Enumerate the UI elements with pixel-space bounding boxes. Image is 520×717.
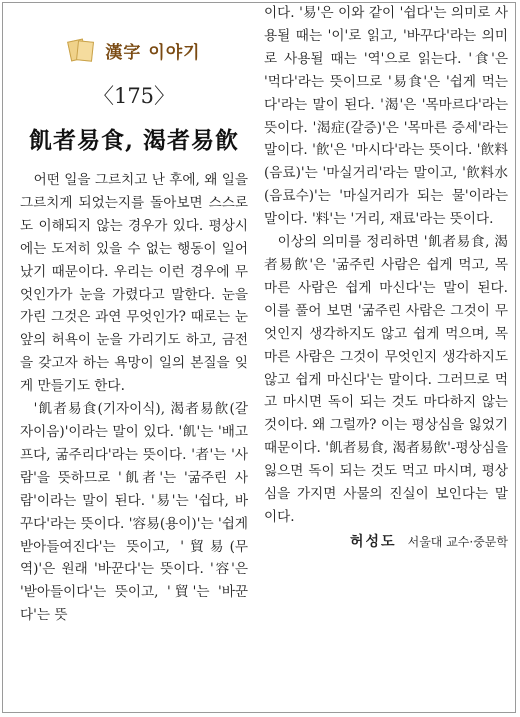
- paragraph: 이상의 의미를 정리하면 '飢者易食, 渴者易飮'은 '굶주린 사람은 쉽게 먹고, 목마른 사람은 쉽게 마신다'는 말이 된다. 이를 풀어 보면 '굶주린 사람은 그것이 무엇인지 생각하지도 않고 쉽게 먹으며, 목마른 사람은 그것이 무엇인지 생각하지도 않고 쉽게 마신다'는 말이다. 그러므로 먹고 마시면 독이 되는 것도 마다하지 않는 것이다. 왜 그럴까? 이는 평상심을 잃었기 때문이다. '飢者易食, 渴者易飮'-평상심을 잃으면 독이 되는 것도 먹고 마시며, 평상심을 가지면 사물의 진실이 보인다는 말이다.: [264, 234, 508, 525]
- paragraph: 이다. '易'은 이와 같이 '쉽다'는 의미로 사용될 때는 '이'로 읽고, '바꾸다'라는 의미로 사용될 때는 '역'으로 읽는다. '食'은 '먹다'라는 뜻이므로 '易食'은 '쉽게 먹는다'라는 말이 된다. '渴'은 '목마르다'라는 뜻이다. '渴症(갈증)'은 '목마른 증세'라는 말이다. '飮'은 '마시다'라는 뜻이다. '飮料(음료)'는 '마실거리'라는 말이고, '飮料水(음료수)'는 '마실거리가 되는 물'이라는 말이다. '料'는 '거리, 재료'라는 뜻이다.: [264, 5, 508, 228]
- author-name: 허성도: [349, 533, 397, 550]
- right-column: [264, 2, 508, 551]
- issue-number: 〈175〉: [92, 84, 176, 108]
- article-title: 飢者易食, 渴者易飮: [28, 127, 239, 154]
- paragraph: 어떤 일을 그르치고 난 후에, 왜 일을 그르치게 되었는지를 돌아보면 스스로도 이해되지 않는 경우가 있다. 평상시에는 도저히 있을 수 없는 행동이 일어났기 때문이다. 우리는 이런 경우에 무엇인가가 눈을 가렸다고 말한다. 눈을 가린 그것은 과연 무엇인가? 때로는 눈앞의 허욕이 눈을 가리기도 하고, 금전을 갖고자 하는 욕망이 일의 본질을 잊게 만들기도 한다.: [20, 172, 248, 395]
- paragraph: '飢者易食(기자이식), 渴者易飮(갈자이음)'이라는 말이 있다. '飢'는 '배고프다, 굶주리다'라는 뜻이다. '者'는 '사람'을 뜻하므로 '飢者'는 '굶주린 사람'이라는 말이 된다. '易'는 '쉽다, 바꾸다'라는 뜻이다. '容易(용이)'는 '쉽게 받아들여진다'는 뜻이고, '貿易(무역)'은 원래 '바꾼다'는 뜻이다. '容'은 '받아들이다'는 뜻이고, '貿'는 '바꾼다'는 뜻: [20, 401, 248, 624]
- right-body: [264, 2, 508, 529]
- column-header: [20, 30, 248, 70]
- book-icon: [67, 38, 97, 62]
- left-column: [20, 30, 248, 627]
- signature: [264, 531, 508, 551]
- left-body: [20, 169, 248, 627]
- column-name: 漢字 이야기: [105, 42, 201, 63]
- author-affiliation: 서울대 교수·중문학: [407, 534, 508, 549]
